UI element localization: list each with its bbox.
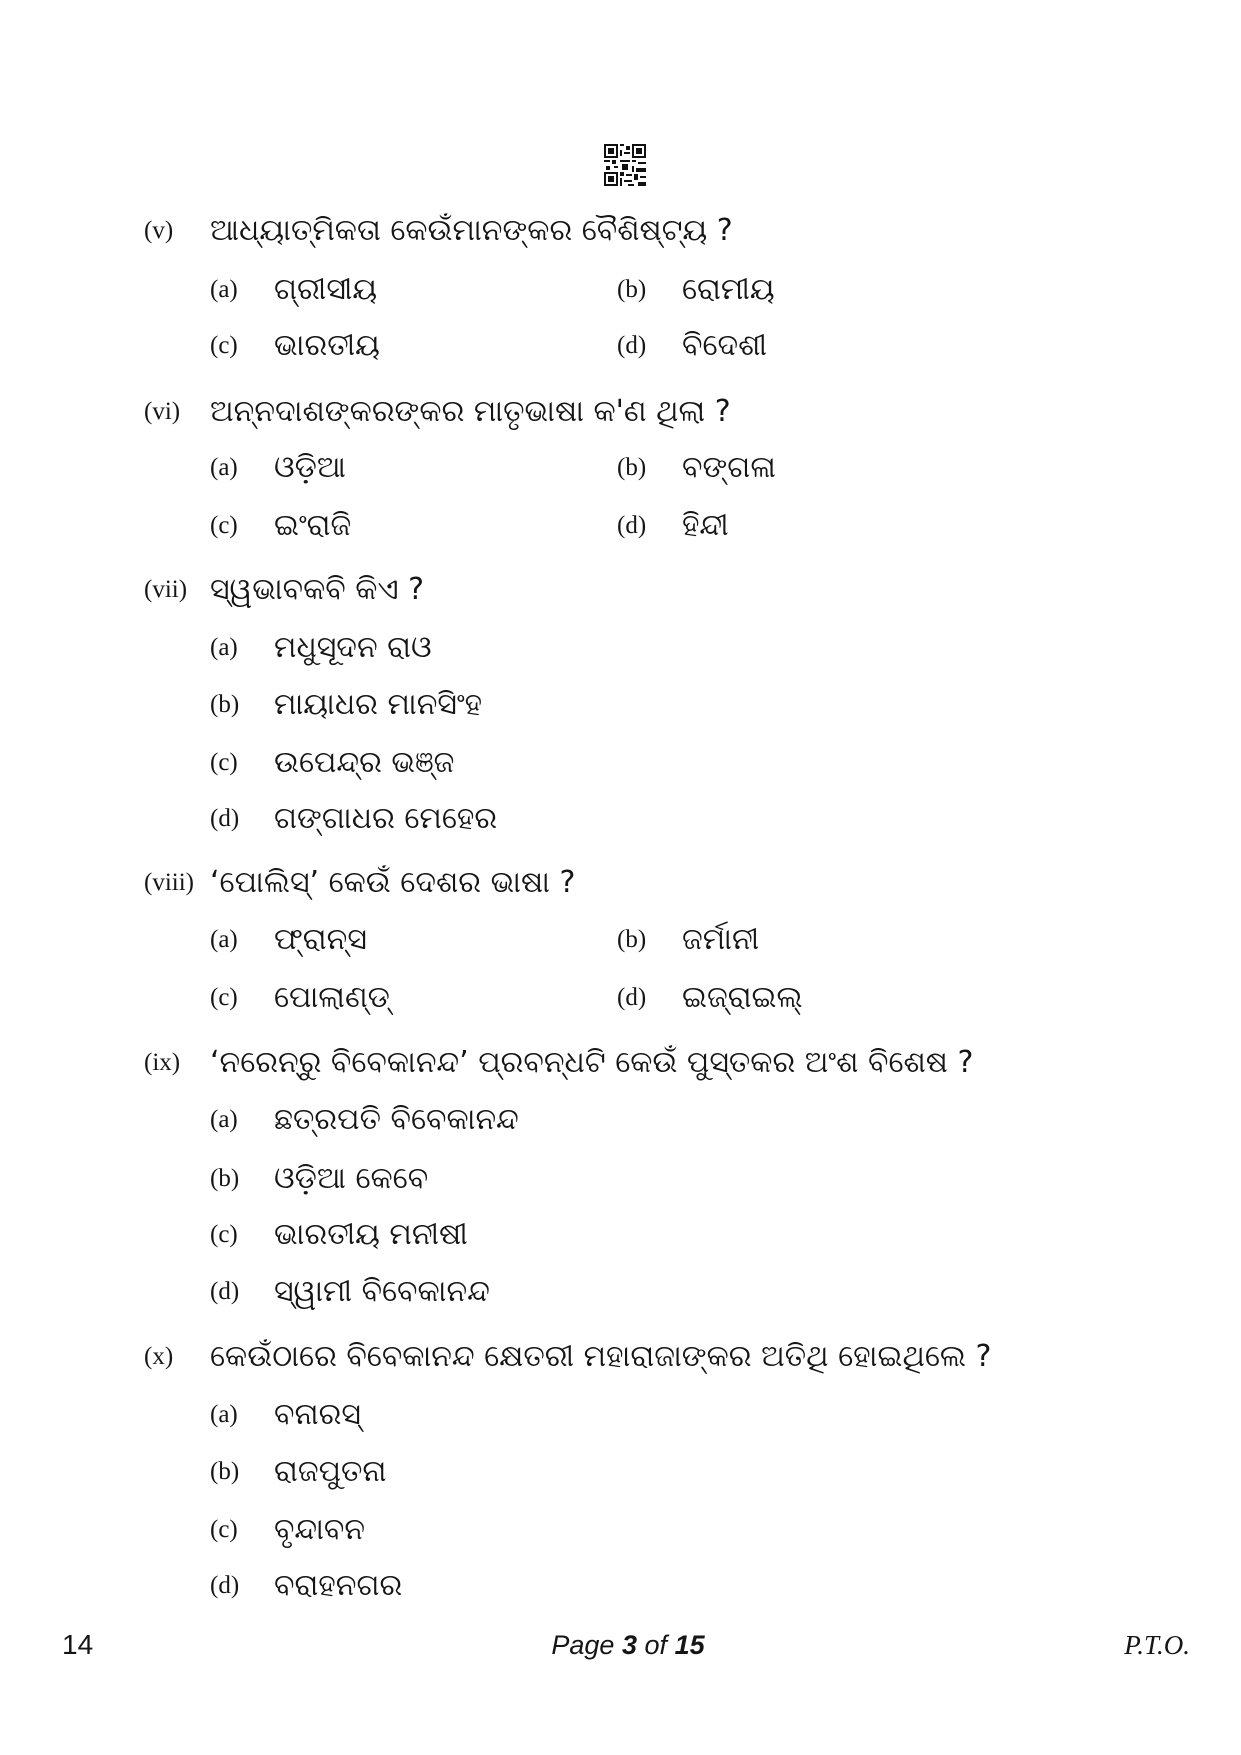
option-label: (c) — [210, 1221, 238, 1248]
option-label: (b) — [617, 926, 647, 953]
option-label: (c) — [210, 984, 238, 1011]
option-label: (a) — [210, 634, 238, 661]
option-row — [0, 1395, 1241, 1435]
option-text: ଗଙ୍ଗାଧର ମେହେର — [274, 801, 498, 836]
option-label: (d) — [617, 332, 647, 359]
option-label: (d) — [617, 984, 647, 1011]
option-row — [0, 743, 1241, 783]
option-row — [0, 628, 1241, 668]
option-label: (c) — [210, 1516, 238, 1543]
option-label: (d) — [617, 512, 647, 539]
question-number: (viii) — [144, 869, 194, 896]
option-text: ଭାରତୀୟ — [274, 328, 380, 363]
question-text: ଆଧ୍ୟାତ୍ମିକତା କେଉଁମାନଙ୍କର ବୈଶିଷ୍ଟ୍ୟ ? — [210, 213, 733, 248]
question-number: (vi) — [144, 398, 181, 425]
option-text: ଉପେନ୍ଦ୍ର ଭଞ୍ଜ — [274, 745, 455, 780]
paper-code: 14 — [62, 1629, 94, 1660]
option-label: (b) — [617, 454, 647, 481]
option-label: (c) — [210, 332, 238, 359]
page-total: 15 — [674, 1630, 705, 1660]
pto-note: P.T.O. — [1124, 1630, 1190, 1660]
option-row — [0, 1100, 1241, 1140]
question-text: ଅନ୍ନଦାଶଙ୍କରଙ୍କର ମାତୃଭାଷା କ'ଣ ଥିଲା ? — [210, 394, 731, 429]
option-label: (b) — [617, 276, 647, 303]
question-number: (ix) — [144, 1049, 181, 1076]
question-number: (v) — [144, 217, 174, 244]
question-ix — [0, 1043, 1241, 1083]
option-text: ଇଜ୍ରାଇଲ୍ — [682, 980, 803, 1015]
option-row — [0, 685, 1241, 725]
question-text: ‘ପୋଲିସ୍’ କେଉଁ ଦେଶର ଭାଷା ? — [210, 865, 576, 900]
question-number: (x) — [144, 1343, 174, 1370]
option-text: ପୋଲାଣ୍ଡ୍ — [274, 980, 390, 1015]
option-row — [0, 1272, 1241, 1312]
of-label: of — [644, 1630, 668, 1660]
option-row — [0, 270, 1241, 310]
page-indicator — [0, 1627, 1241, 1663]
question-v — [0, 211, 1241, 251]
option-text: ଭାରତୀୟ ମନୀଷୀ — [274, 1217, 468, 1252]
option-label: (a) — [210, 1106, 238, 1133]
option-label: (a) — [210, 454, 238, 481]
option-label: (a) — [210, 926, 238, 953]
option-text: ଫ୍ରାନ୍ସ — [274, 922, 367, 957]
option-text: ବିଦେଶୀ — [682, 328, 767, 363]
question-text: କେଉଁଠାରେ ବିବେକାନନ୍ଦ କ୍ଷେତରୀ ମହାରାଜାଙ୍କର ଅତିଥି ହୋଇଥିଲେ ? — [210, 1339, 992, 1374]
option-label: (a) — [210, 276, 238, 303]
option-text: ଛତ୍ରପତି ବିବେକାନନ୍ଦ — [274, 1102, 519, 1137]
option-label: (b) — [210, 1165, 240, 1192]
option-row — [0, 978, 1241, 1018]
option-text: ବରାହନଗର — [274, 1568, 403, 1603]
option-label: (d) — [210, 1572, 240, 1599]
question-text: ‘ନରେନ୍‌ରୁ ବିବେକାନନ୍ଦ’ ପ୍ରବନ୍ଧଟି କେଉଁ ପୁସ୍ତକର ଅଂଶ ବିଶେଷ ? — [210, 1045, 974, 1080]
option-text: ହିନ୍ଦୀ — [682, 508, 729, 543]
question-vii — [0, 570, 1241, 610]
option-row — [0, 1510, 1241, 1550]
option-text: ଓଡ଼ିଆ — [274, 450, 346, 485]
option-text: ବନାରସ୍ — [274, 1397, 361, 1432]
option-text: ରୋମୀୟ — [682, 272, 775, 307]
option-label: (b) — [210, 1458, 240, 1485]
option-text: ମାୟାଧର ମାନସିଂହ — [274, 687, 483, 722]
option-row — [0, 1159, 1241, 1199]
option-row — [0, 799, 1241, 839]
option-row — [0, 1215, 1241, 1255]
option-label: (b) — [210, 691, 240, 718]
option-text: ରାଜପୁତନା — [274, 1454, 387, 1489]
qr-code-icon — [604, 144, 646, 186]
option-row — [0, 448, 1241, 488]
option-label: (d) — [210, 1278, 240, 1305]
option-text: ଇଂରାଜି — [274, 508, 352, 543]
option-text: ମଧୁସୂଦନ ରାଓ — [274, 630, 432, 665]
option-text: ଓଡ଼ିଆ କେବେ — [274, 1161, 429, 1196]
option-label: (c) — [210, 749, 238, 776]
question-vi — [0, 392, 1241, 432]
option-label: (d) — [210, 805, 240, 832]
question-x — [0, 1337, 1241, 1377]
option-text: ସ୍ୱାମୀ ବିବେକାନନ୍ଦ — [274, 1274, 490, 1309]
page-current: 3 — [621, 1630, 637, 1660]
question-viii — [0, 863, 1241, 903]
option-row — [0, 326, 1241, 366]
option-row — [0, 1452, 1241, 1492]
option-label: (a) — [210, 1401, 238, 1428]
option-label: (c) — [210, 512, 238, 539]
option-text: ବୃନ୍ଦାବନ — [274, 1512, 366, 1547]
question-number: (vii) — [144, 576, 188, 603]
option-text: ଗ୍ରୀସୀୟ — [274, 272, 378, 307]
option-text: ବଙ୍ଗଳା — [682, 450, 776, 485]
option-text: ଜର୍ମାନୀ — [682, 922, 760, 957]
page-label: Page — [551, 1630, 615, 1660]
option-row — [0, 1566, 1241, 1606]
question-text: ସ୍ୱଭାବକବି କିଏ ? — [210, 572, 425, 607]
option-row — [0, 920, 1241, 960]
option-row — [0, 506, 1241, 546]
